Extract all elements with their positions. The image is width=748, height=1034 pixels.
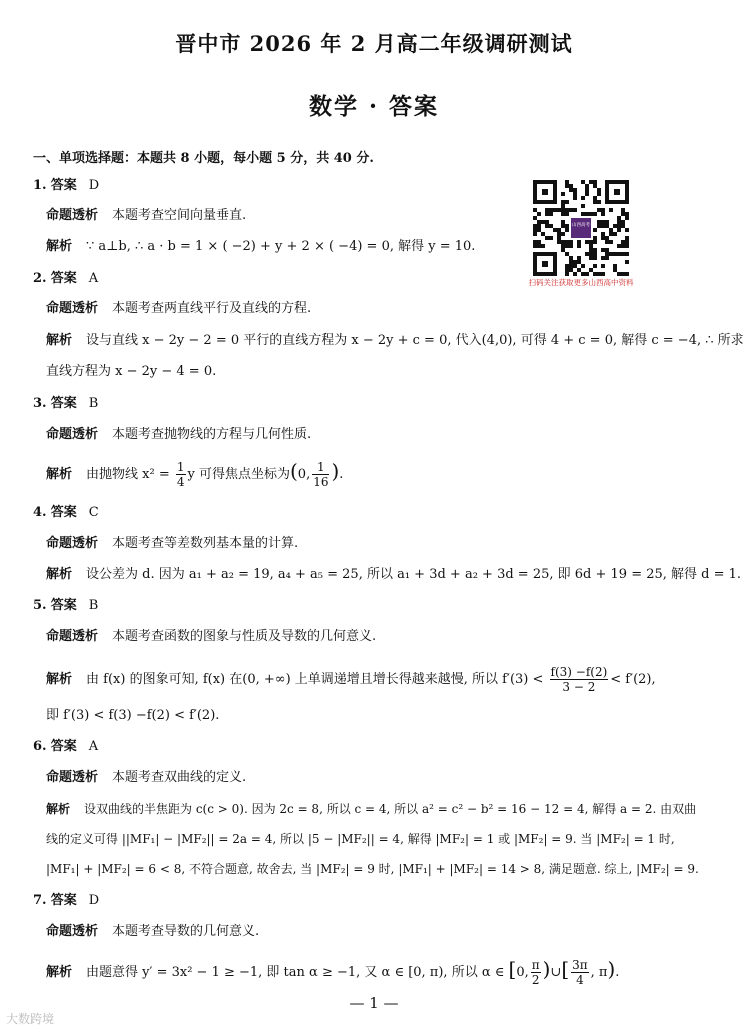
qr-module: [581, 212, 585, 216]
qr-module: [609, 208, 613, 212]
qr-module: [581, 180, 585, 184]
qr-module: [569, 260, 573, 264]
page-number: — 1 —: [349, 994, 399, 1012]
qr-module: [581, 264, 585, 268]
qr-module: [593, 212, 597, 216]
qr-caption: 扫码关注获取更多山西高中资料: [528, 278, 634, 287]
question-6-solution: 解析 设双曲线的半焦距为 c(c > 0). 因为 2c = 8, 所以 c = 4, 所以 a² = c² − b² = 16 − 12 = 4, 解得 a = 2. 由双曲: [46, 802, 697, 816]
qr-module: [541, 232, 545, 236]
fraction-one-sixteenth: $\frac{1}{16}$: [313, 460, 329, 489]
qr-module: [561, 200, 565, 204]
qr-module: [605, 248, 609, 252]
qr-module: [609, 232, 613, 236]
qr-module: [625, 240, 629, 244]
qr-module: [593, 180, 597, 184]
qr-module: [565, 264, 569, 268]
qr-module: [617, 244, 621, 248]
question-2-solution-line-2: 直线方程为 x − 2y − 4 = 0.: [46, 364, 217, 379]
qr-module: [589, 256, 593, 260]
qr-module: [565, 184, 569, 188]
question-6-solution-line-2: 线的定义可得 ||MF₁| − |MF₂|| = 2a = 4, 所以 |5 − |MF₂|| = 4, 解得 |MF₂| = 1 或 |MF₂| = 9. 当 |MF₂| = 1 时,: [46, 832, 675, 846]
qr-module: [561, 248, 565, 252]
qr-module: [549, 208, 553, 212]
qr-module: [625, 216, 629, 220]
qr-module: [593, 240, 597, 244]
qr-module: [625, 260, 629, 264]
question-7-intro: 命题透析 本题考查导数的几何意义.: [46, 924, 260, 939]
page-subtitle: 数学 · 答案: [308, 93, 440, 120]
question-1-answer-row: 1. 答案 D: [33, 178, 100, 193]
qr-module: [609, 228, 613, 232]
qr-module: [541, 244, 545, 248]
qr-module: [585, 240, 589, 244]
qr-module: [557, 232, 561, 236]
qr-module: [533, 228, 537, 232]
qr-module: [561, 204, 565, 208]
qr-module: [549, 224, 553, 228]
question-5-intro: 命题透析 本题考查函数的图象与性质及导数的几何意义.: [46, 629, 377, 644]
question-4-intro: 命题透析 本题考查等差数列基本量的计算.: [46, 536, 299, 551]
qr-module: [621, 240, 625, 244]
qr-module: [573, 196, 577, 200]
qr-module: [597, 192, 601, 196]
qr-module: [593, 248, 597, 252]
qr-module: [537, 244, 541, 248]
qr-module: [545, 236, 549, 240]
qr-module: [549, 212, 553, 216]
qr-module: [597, 220, 601, 224]
qr-module: [577, 268, 581, 272]
qr-module: [553, 228, 557, 232]
qr-module: [593, 256, 597, 260]
qr-module: [545, 224, 549, 228]
qr-module: [565, 180, 569, 184]
qr-module: [589, 180, 593, 184]
qr-module: [533, 232, 537, 236]
qr-module: [585, 192, 589, 196]
qr-module: [605, 224, 609, 228]
question-6-answer-row: 6. 答案 A: [33, 739, 99, 754]
qr-module: [577, 240, 581, 244]
qr-module: [621, 220, 625, 224]
qr-module: [617, 252, 621, 256]
qr-module: [573, 260, 577, 264]
question-7-answer-row: 7. 答案 D: [33, 893, 100, 908]
qr-module: [533, 244, 537, 248]
qr-module: [621, 224, 625, 228]
qr-module: [617, 272, 621, 276]
qr-module: [625, 272, 629, 276]
qr-module: [585, 184, 589, 188]
qr-module: [581, 196, 585, 200]
qr-module: [569, 244, 573, 248]
qr-module: [537, 224, 541, 228]
qr-module: [597, 188, 601, 192]
qr-module: [613, 264, 617, 268]
qr-module: [577, 256, 581, 260]
qr-module: [541, 220, 545, 224]
qr-module: [569, 256, 573, 260]
qr-module: [605, 220, 609, 224]
qr-code-image: [533, 180, 629, 276]
qr-module: [581, 272, 585, 276]
qr-module: [565, 244, 569, 248]
qr-module: [557, 228, 561, 232]
question-5-answer-row: 5. 答案 B: [33, 598, 99, 613]
question-1-intro: 命题透析 本题考查空间向量垂直.: [46, 208, 247, 223]
qr-module: [553, 208, 557, 212]
qr-module: [613, 232, 617, 236]
qr-module: [601, 212, 605, 216]
qr-module: [609, 240, 613, 244]
qr-module: [601, 224, 605, 228]
qr-module: [561, 212, 565, 216]
qr-module: [625, 252, 629, 256]
qr-module: [565, 200, 569, 204]
question-5-solution-line-2: 即 f′(3) < f(3) −f(2) < f′(2).: [46, 708, 220, 723]
qr-module: [557, 208, 561, 212]
qr-module: [585, 252, 589, 256]
question-3-solution: 解析 由抛物线 x² = $\frac{1}{4}$ y 可得焦点坐标为(0, $\frac{1}{16}$ ).: [46, 459, 344, 489]
qr-module: [565, 208, 569, 212]
qr-module: [601, 272, 605, 276]
qr-module: [561, 208, 565, 212]
qr-module: [585, 188, 589, 192]
question-6-intro: 命题透析 本题考查双曲线的定义.: [46, 770, 247, 785]
qr-module: [597, 208, 601, 212]
qr-module: [561, 244, 565, 248]
qr-module: [605, 256, 609, 260]
qr-module: [617, 216, 621, 220]
question-3-intro: 命题透析 本题考查抛物线的方程与几何性质.: [46, 427, 312, 442]
qr-module: [561, 192, 565, 196]
qr-module: [589, 248, 593, 252]
qr-module: [601, 220, 605, 224]
qr-module: [561, 232, 565, 236]
fraction-difference-quotient: $\frac{f(3) -f(2)}{3 - 2}$: [550, 665, 608, 694]
qr-module: [593, 184, 597, 188]
qr-module: [593, 196, 597, 200]
qr-module: [561, 240, 565, 244]
qr-module: [569, 208, 573, 212]
qr-module: [597, 272, 601, 276]
qr-module: [545, 220, 549, 224]
fraction-one-quarter: $\frac{1}{4}$: [176, 460, 185, 489]
fraction-pi-over-2: $\frac{\pi}{2}$: [531, 958, 540, 987]
qr-module: [589, 252, 593, 256]
qr-module: [557, 236, 561, 240]
qr-module: [601, 248, 605, 252]
qr-module: [589, 212, 593, 216]
qr-module: [613, 224, 617, 228]
qr-module: [565, 228, 569, 232]
qr-module: [565, 212, 569, 216]
qr-module: [605, 252, 609, 256]
question-2-intro: 命题透析 本题考查两直线平行及直线的方程.: [46, 301, 312, 316]
qr-module: [625, 236, 629, 240]
qr-module: [577, 260, 581, 264]
qr-module: [601, 208, 605, 212]
qr-module: [589, 240, 593, 244]
qr-module: [617, 224, 621, 228]
qr-module: [565, 272, 569, 276]
qr-module: [625, 212, 629, 216]
qr-module: [601, 232, 605, 236]
question-3-answer-row: 3. 答案 B: [33, 396, 99, 411]
qr-module: [533, 216, 537, 220]
qr-module: [561, 224, 565, 228]
qr-module: [605, 240, 609, 244]
qr-module: [573, 208, 577, 212]
qr-module: [625, 244, 629, 248]
question-1-solution: 解析 ∵ a⊥b, ∴ a · b = 1 × ( −2) + y + 2 × ( −4) = 0, 解得 y = 10.: [46, 239, 476, 254]
qr-module: [533, 208, 537, 212]
qr-module: [549, 236, 553, 240]
question-2-answer-row: 2. 答案 A: [33, 271, 99, 286]
qr-module: [593, 272, 597, 276]
qr-module: [597, 200, 601, 204]
qr-center-logo: 山西高考: [572, 223, 590, 228]
watermark-logo: 大数跨境: [6, 1012, 55, 1026]
qr-module: [585, 272, 589, 276]
qr-module: [617, 228, 621, 232]
qr-module: [621, 212, 625, 216]
qr-module: [621, 252, 625, 256]
qr-module: [569, 188, 573, 192]
qr-module: [613, 268, 617, 272]
question-6-solution-line-3: |MF₁| + |MF₂| = 6 < 8, 不符合题意, 故舍去, 当 |MF₂| = 9 时, |MF₁| + |MF₂| = 14 > 8, 满足题意. 综上, |MF₂| = 9.: [46, 862, 699, 876]
qr-module: [613, 252, 617, 256]
qr-module: [589, 244, 593, 248]
qr-module: [609, 252, 613, 256]
qr-module: [605, 236, 609, 240]
question-2-solution: 解析 设与直线 x − 2y − 2 = 0 平行的直线方程为 x − 2y + c = 0, 代入(4,0), 可得 4 + c = 0, 解得 c = −4, ∴ 所求: [46, 333, 744, 348]
qr-module: [573, 192, 577, 196]
question-4-solution: 解析 设公差为 d. 因为 a₁ + a₂ = 19, a₄ + a₅ = 25, 所以 a₁ + 3d + a₂ + 3d = 25, 即 6d + 19 = 25, 解得 d = 1.: [46, 567, 742, 582]
qr-module: [565, 224, 569, 228]
qr-module: [565, 252, 569, 256]
qr-module: [545, 212, 549, 216]
qr-module: [533, 240, 537, 244]
question-7-solution: 解析 由题意得 y′ = 3x² − 1 ≥ −1, 即 tan α ≥ −1, 又 α ∈ [0, π), 所以 α ∈ [0, $\frac{\pi}{2}$ )∪[ $\frac{3\pi}{4}$ , π).: [46, 957, 620, 987]
qr-module: [589, 268, 593, 272]
qr-module: [585, 212, 589, 216]
qr-module: [533, 224, 537, 228]
qr-module: [593, 200, 597, 204]
qr-module: [565, 268, 569, 272]
qr-module: [597, 224, 601, 228]
qr-module: [601, 264, 605, 268]
question-4-answer-row: 4. 答案 C: [33, 505, 99, 520]
qr-module: [593, 264, 597, 268]
qr-module: [569, 264, 573, 268]
qr-module: [621, 244, 625, 248]
qr-module: [581, 204, 585, 208]
qr-module: [577, 244, 581, 248]
qr-module: [569, 184, 573, 188]
page-title: 晋中市 2026 年 2 月高二年级调研测试: [175, 31, 573, 56]
qr-module: [593, 228, 597, 232]
qr-module: [625, 228, 629, 232]
qr-module: [621, 272, 625, 276]
qr-module: [569, 240, 573, 244]
section-heading: 一、单项选择题：本题共 8 小题，每小题 5 分，共 40 分.: [33, 151, 374, 166]
question-5-solution: 解析 由 f(x) 的图象可知, f(x) 在(0, +∞) 上单调递增且增长得越来越慢, 所以 f′(3) < $\frac{f(3) -f(2)}{3 - 2}$ < f′(2),: [46, 665, 656, 694]
qr-module: [537, 240, 541, 244]
qr-module: [601, 256, 605, 260]
qr-module: [545, 208, 549, 212]
qr-module: [593, 252, 597, 256]
qr-module: [601, 236, 605, 240]
qr-module: [569, 268, 573, 272]
qr-module: [573, 272, 577, 276]
qr-module: [561, 220, 565, 224]
qr-module: [593, 236, 597, 240]
fraction-3pi-over-4: $\frac{3\pi}{4}$: [572, 958, 588, 987]
qr-module: [621, 208, 625, 212]
qr-module: [537, 228, 541, 232]
qr-module: [537, 220, 541, 224]
qr-module: [573, 188, 577, 192]
qr-module: [617, 220, 621, 224]
qr-module: [565, 240, 569, 244]
qr-module: [557, 240, 561, 244]
qr-module: [537, 212, 541, 216]
qr-module: [573, 264, 577, 268]
